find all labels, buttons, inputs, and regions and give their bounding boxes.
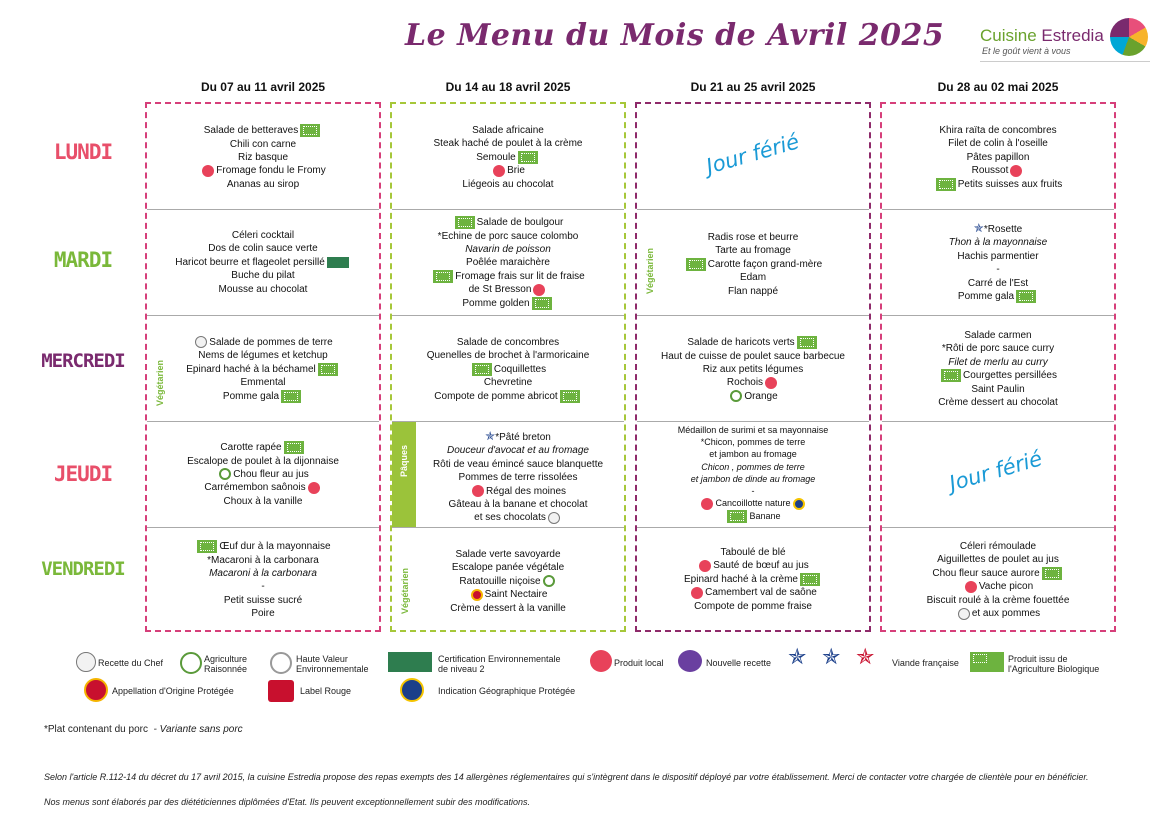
- paques-label: Pâques: [399, 444, 409, 477]
- chef-icon: [958, 608, 970, 620]
- bio-icon: [518, 151, 538, 164]
- dish: Mousse au chocolat: [218, 283, 308, 295]
- bio-icon: [1042, 567, 1062, 580]
- dish: Orange: [744, 390, 778, 402]
- legend-hve: Haute Valeur Environnementale: [296, 654, 369, 674]
- bio-icon: [1016, 290, 1036, 303]
- bio-icon: [797, 336, 817, 349]
- dish: Hachis parmentier: [957, 250, 1039, 262]
- local-product-icon: [965, 581, 977, 593]
- menu-w3-mercredi: [637, 336, 869, 403]
- hve-icon: [327, 257, 349, 268]
- dish: Radis rose et beurre: [707, 232, 799, 243]
- local-product-icon: [699, 560, 711, 572]
- local-product-icon: [765, 377, 777, 389]
- chef-icon: [195, 336, 207, 348]
- dish: -: [261, 581, 265, 593]
- menu-w3-mardi: [637, 231, 869, 298]
- bio-icon: [727, 510, 747, 523]
- dish: Riz aux petits légumes: [702, 363, 804, 375]
- legend-igp: Indication Géographique Protégée: [438, 686, 576, 696]
- row-divider: [637, 527, 869, 528]
- aop-icon: [84, 678, 108, 702]
- legend-vf: Viande française: [892, 658, 959, 668]
- row-divider: [882, 315, 1114, 316]
- dish: Salade verte savoyarde: [455, 549, 561, 560]
- local-product-icon: [701, 498, 713, 510]
- dish: et aux pommes: [971, 608, 1041, 620]
- dish: Nems de légumes et ketchup: [198, 350, 328, 362]
- label-rouge-icon: [268, 680, 294, 702]
- day-jeudi: JEUDI: [53, 462, 113, 486]
- dish: Escalope de poulet à la dijonnaise: [187, 455, 339, 467]
- dish: Douceur d'avocat et au fromage: [447, 445, 589, 457]
- dish: *Rôti de porc sauce curry: [941, 343, 1055, 355]
- bio-icon: [941, 369, 961, 382]
- dish: Biscuit roulé à la crème fouettée: [926, 594, 1070, 606]
- bio-icon: [532, 297, 552, 310]
- row-divider: [882, 421, 1114, 422]
- bio-icon: [472, 363, 492, 376]
- vegetarien-tag: Végétarien: [155, 359, 165, 406]
- day-mercredi: MERCREDI: [41, 350, 125, 372]
- bio-icon: [686, 258, 706, 271]
- menu-w1-mercredi: [147, 336, 379, 403]
- menu-w1-vendredi: [147, 540, 379, 621]
- dish: Navarin de poisson: [465, 243, 551, 255]
- dish: Khira raïta de concombres: [939, 125, 1057, 136]
- dish: Compote de pomme fraise: [694, 600, 812, 612]
- row-divider: [637, 421, 869, 422]
- dish: Aiguillettes de poulet au jus: [937, 554, 1059, 566]
- menu-w2-vendredi: [392, 548, 624, 615]
- dish: *Rosette: [983, 224, 1023, 235]
- day-vendredi: VENDREDI: [41, 558, 125, 580]
- igp-icon: [793, 498, 805, 510]
- dish: Pommes de terre rissolées: [458, 472, 578, 484]
- dish: Régal des moines: [485, 485, 567, 497]
- dish: Salade de concombres: [456, 337, 560, 348]
- week-3-column: [635, 102, 871, 632]
- dish: Poire: [251, 608, 275, 620]
- dish: Haricot beurre et flageolet persillé: [175, 256, 325, 268]
- dish: Salade de boulgour: [476, 217, 564, 229]
- bio-icon: [433, 270, 453, 283]
- dish: -: [996, 264, 1000, 276]
- agriculture-raisonnee-icon: [730, 390, 742, 402]
- dish: Saint Paulin: [971, 383, 1025, 395]
- dish: Saint Nectaire: [484, 589, 548, 601]
- week-header-2: Du 14 au 18 avril 2025: [445, 80, 571, 94]
- row-divider: [147, 315, 379, 316]
- dish: Rochois: [726, 377, 764, 389]
- logo-divider: [980, 61, 1150, 62]
- dish: Quenelles de brochet à l'armoricaine: [426, 350, 590, 362]
- day-lundi: LUNDI: [53, 140, 113, 164]
- dish: Rôti de veau émincé sauce blanquette: [432, 458, 604, 470]
- logo-tagline: Et le goût vient à vous: [982, 46, 1071, 56]
- dish: Epinard haché à la crème: [684, 573, 798, 585]
- dish: *Macaroni à la carbonara: [207, 554, 319, 566]
- dish: Poêlée maraichère: [466, 257, 550, 269]
- menu-w3-vendredi: [637, 546, 869, 613]
- agriculture-raisonnee-icon: [180, 652, 202, 674]
- dish: Salade carmen: [964, 330, 1032, 341]
- row-divider: [392, 209, 624, 210]
- viande-bovine-francaise-icon: ✯: [788, 644, 807, 669]
- volaille-francaise-icon: ✯: [822, 644, 841, 669]
- chef-hat-icon: [76, 652, 96, 672]
- dish: Carotte rapée: [220, 442, 282, 454]
- menu-w3-jeudi: [637, 424, 869, 523]
- local-product-icon: [493, 165, 505, 177]
- legend-local: Produit local: [614, 658, 664, 668]
- dish: Dos de colin sauce verte: [208, 243, 318, 255]
- row-divider: [392, 315, 624, 316]
- aop-icon: [471, 589, 483, 601]
- nouvelle-recette-icon: [678, 650, 702, 672]
- dish: Chevretine: [483, 377, 533, 389]
- porc-francais-icon: ✯: [856, 644, 875, 669]
- dish: Compote de pomme abricot: [434, 390, 558, 402]
- row-divider: [637, 209, 869, 210]
- page-title: Le Menu du Mois de Avril 2025: [405, 18, 945, 53]
- dish: Cancoillotte nature: [715, 498, 791, 509]
- dish: Céleri rémoulade: [959, 541, 1037, 552]
- estredia-logo: [980, 18, 1155, 63]
- row-divider: [882, 209, 1114, 210]
- row-divider: [147, 527, 379, 528]
- dish: *Chicon, pommes de terre: [700, 437, 806, 448]
- dish: Emmental: [240, 377, 286, 389]
- dish: et jambon au fromage: [709, 449, 797, 460]
- note-porc: *Plat contenant du porc - Variante sans porc: [44, 724, 243, 735]
- dish: *Pâté breton: [495, 432, 551, 443]
- legend-cert: Certification Environnementale de niveau 2: [438, 654, 561, 674]
- dish: Vache picon: [978, 581, 1034, 593]
- menu-w1-mardi: [147, 229, 379, 296]
- dish: Gâteau à la banane et chocolat: [448, 499, 588, 511]
- menu-w2-mercredi: [392, 336, 624, 403]
- dish: Tarte au fromage: [715, 245, 791, 257]
- local-product-icon: [533, 284, 545, 296]
- dish: Salade africaine: [472, 125, 544, 136]
- vegetarien-tag: Végétarien: [400, 567, 410, 614]
- row-divider: [147, 209, 379, 210]
- dish: Choux à la vanille: [223, 495, 303, 507]
- dish: Fromage frais sur lit de fraise: [455, 270, 585, 282]
- menu-w2-mardi: [392, 216, 624, 310]
- agriculture-biologique-icon: [970, 652, 1004, 672]
- dish: Carré de l'Est: [967, 277, 1029, 289]
- dish: Coquillettes: [493, 363, 547, 375]
- dish: Ananas au sirop: [226, 178, 300, 190]
- dish: Banane: [749, 510, 781, 521]
- dish: Crème dessert au chocolat: [938, 397, 1058, 409]
- note-allergenes: Selon l'article R.112-14 du décret du 17 avril 2015, la cuisine Estredia propose des repas exempts des 14 allergènes réglementaires qui s'intègrent dans le dispositif déployé par votre établissement. Merci de contacter votre chargée de clientèle pour en bénéficier.: [44, 772, 1089, 782]
- note-dieteticiens: Nos menus sont élaborés par des diététiciennes diplômées d'Etat. Ils peuvent exceptionnellement subir des modifications.: [44, 797, 530, 807]
- dish: Macaroni à la carbonara: [209, 567, 317, 579]
- dish: Salade de pommes de terre: [209, 337, 333, 348]
- dish: Pomme gala: [222, 390, 280, 402]
- chef-icon: [548, 512, 560, 524]
- dish: Salade de betteraves: [203, 125, 299, 137]
- igp-icon: [400, 678, 424, 702]
- menu-w4-vendredi: [882, 540, 1114, 621]
- dish: et ses chocolats: [474, 512, 546, 524]
- bio-icon: [197, 540, 217, 553]
- dish: Petit suisse sucré: [223, 594, 303, 606]
- dish: Pomme gala: [957, 291, 1015, 303]
- dish: Pomme golden: [462, 297, 530, 309]
- dish: Salade de haricots verts: [687, 337, 795, 349]
- local-product-icon: [472, 485, 484, 497]
- dish: Buche du pilat: [231, 270, 295, 282]
- agriculture-raisonnee-icon: [219, 468, 231, 480]
- viande-francaise-icon: ✯: [485, 429, 496, 443]
- logo-circle-icon: [1110, 18, 1148, 56]
- dish: Camembert val de saône: [705, 587, 817, 599]
- bio-icon: [936, 178, 956, 191]
- legend-nouvelle: Nouvelle recette: [706, 658, 772, 668]
- dish: Courgettes persillées: [963, 370, 1057, 382]
- legend-aop: Appellation d'Origine Protégée: [112, 686, 234, 696]
- dish: *Echine de porc sauce colombo: [437, 230, 579, 242]
- dish: Pâtes papillon: [966, 151, 1030, 163]
- vegetarien-tag: Végétarien: [645, 247, 655, 294]
- certification-niveau2-icon: [388, 652, 432, 672]
- week-header-3: Du 21 au 25 avril 2025: [690, 80, 816, 94]
- week-4-column: [880, 102, 1116, 632]
- hve-logo-icon: [270, 652, 292, 674]
- menu-w2-lundi: [392, 124, 624, 191]
- local-product-icon: [308, 482, 320, 494]
- dish: Semoule: [476, 151, 516, 163]
- dish: Flan nappé: [727, 285, 779, 297]
- dish: Carotte façon grand-mère: [707, 258, 823, 270]
- menu-w4-mercredi: [882, 329, 1114, 410]
- dish: Chicon , pommes de terre: [701, 461, 805, 472]
- dish: Œuf dur à la mayonnaise: [219, 541, 331, 553]
- menu-w2-jeudi: [412, 430, 624, 525]
- dish: -: [751, 486, 755, 497]
- viande-francaise-icon: ✯: [973, 221, 984, 235]
- row-divider: [147, 421, 379, 422]
- dish: Crème dessert à la vanille: [450, 602, 566, 614]
- dish: Thon à la mayonnaise: [948, 237, 1048, 249]
- week-header-4: Du 28 au 02 mai 2025: [937, 80, 1059, 94]
- dish: Brie: [507, 165, 525, 177]
- dish: Céleri cocktail: [231, 230, 295, 241]
- jour-ferie-w4: Jour férié: [946, 446, 1045, 496]
- week-header-1: Du 07 au 11 avril 2025: [200, 80, 326, 94]
- dish: Roussot: [971, 165, 1009, 177]
- dish: et jambon de dinde au fromage: [690, 473, 816, 484]
- row-divider: [882, 527, 1114, 528]
- row-divider: [392, 421, 624, 422]
- menu-w4-lundi: [882, 124, 1114, 191]
- dish: Filet de merlu au curry: [948, 356, 1048, 368]
- bio-icon: [300, 124, 320, 137]
- dish: Riz basque: [237, 151, 289, 163]
- dish: Taboulé de blé: [720, 547, 786, 558]
- dish: de St Bresson: [468, 284, 532, 296]
- dish: Médaillon de surimi et sa mayonnaise: [677, 425, 829, 435]
- legend-label: Label Rouge: [300, 686, 352, 696]
- menu-w1-jeudi: [147, 441, 379, 508]
- legend-bio: Produit issu de l'Agriculture Biologique: [1008, 654, 1100, 674]
- dish: Sauté de bœuf au jus: [713, 560, 809, 572]
- bio-icon: [318, 363, 338, 376]
- dish: Chou fleur au jus: [233, 468, 309, 480]
- logo-name-2: Estredia: [1041, 26, 1104, 45]
- bio-icon: [284, 441, 304, 454]
- menu-w4-mardi: [882, 222, 1114, 304]
- row-divider: [392, 527, 624, 528]
- dish: Petits suisses aux fruits: [957, 178, 1063, 190]
- dish: Edam: [739, 272, 767, 284]
- local-product-icon: [590, 650, 612, 672]
- week-1-column: [145, 102, 381, 632]
- dish: Fromage fondu le Fromy: [216, 165, 326, 177]
- dish: Filet de colin à l'oseille: [948, 138, 1048, 150]
- day-mardi: MARDI: [53, 248, 113, 272]
- dish: Chili con carne: [229, 138, 297, 150]
- local-product-icon: [202, 165, 214, 177]
- local-product-icon: [1010, 165, 1022, 177]
- menu-w1-lundi: [147, 124, 379, 191]
- dish: Chou fleur sauce aurore: [932, 567, 1040, 579]
- legend-chef: Recette du Chef: [98, 658, 164, 668]
- dish: Carrémembon saônois: [204, 482, 306, 494]
- logo-name-1: Cuisine: [980, 26, 1042, 45]
- bio-icon: [560, 390, 580, 403]
- legend-agri: Agriculture Raisonnée: [204, 654, 248, 674]
- agriculture-raisonnee-icon: [543, 575, 555, 587]
- week-2-column: [390, 102, 626, 632]
- dish: Escalope panée végétale: [451, 562, 565, 574]
- dish: Liégeois au chocolat: [462, 178, 554, 190]
- row-divider: [637, 315, 869, 316]
- jour-ferie-w3: Jour férié: [703, 129, 802, 179]
- dish: Haut de cuisse de poulet sauce barbecue: [660, 350, 845, 362]
- dish: Steak haché de poulet à la crème: [433, 138, 583, 150]
- bio-icon: [800, 573, 820, 586]
- bio-icon: [281, 390, 301, 403]
- bio-icon: [455, 216, 475, 229]
- local-product-icon: [691, 587, 703, 599]
- dish: Epinard haché à la béchamel: [186, 363, 316, 375]
- dish: Ratatouille niçoise: [459, 575, 541, 587]
